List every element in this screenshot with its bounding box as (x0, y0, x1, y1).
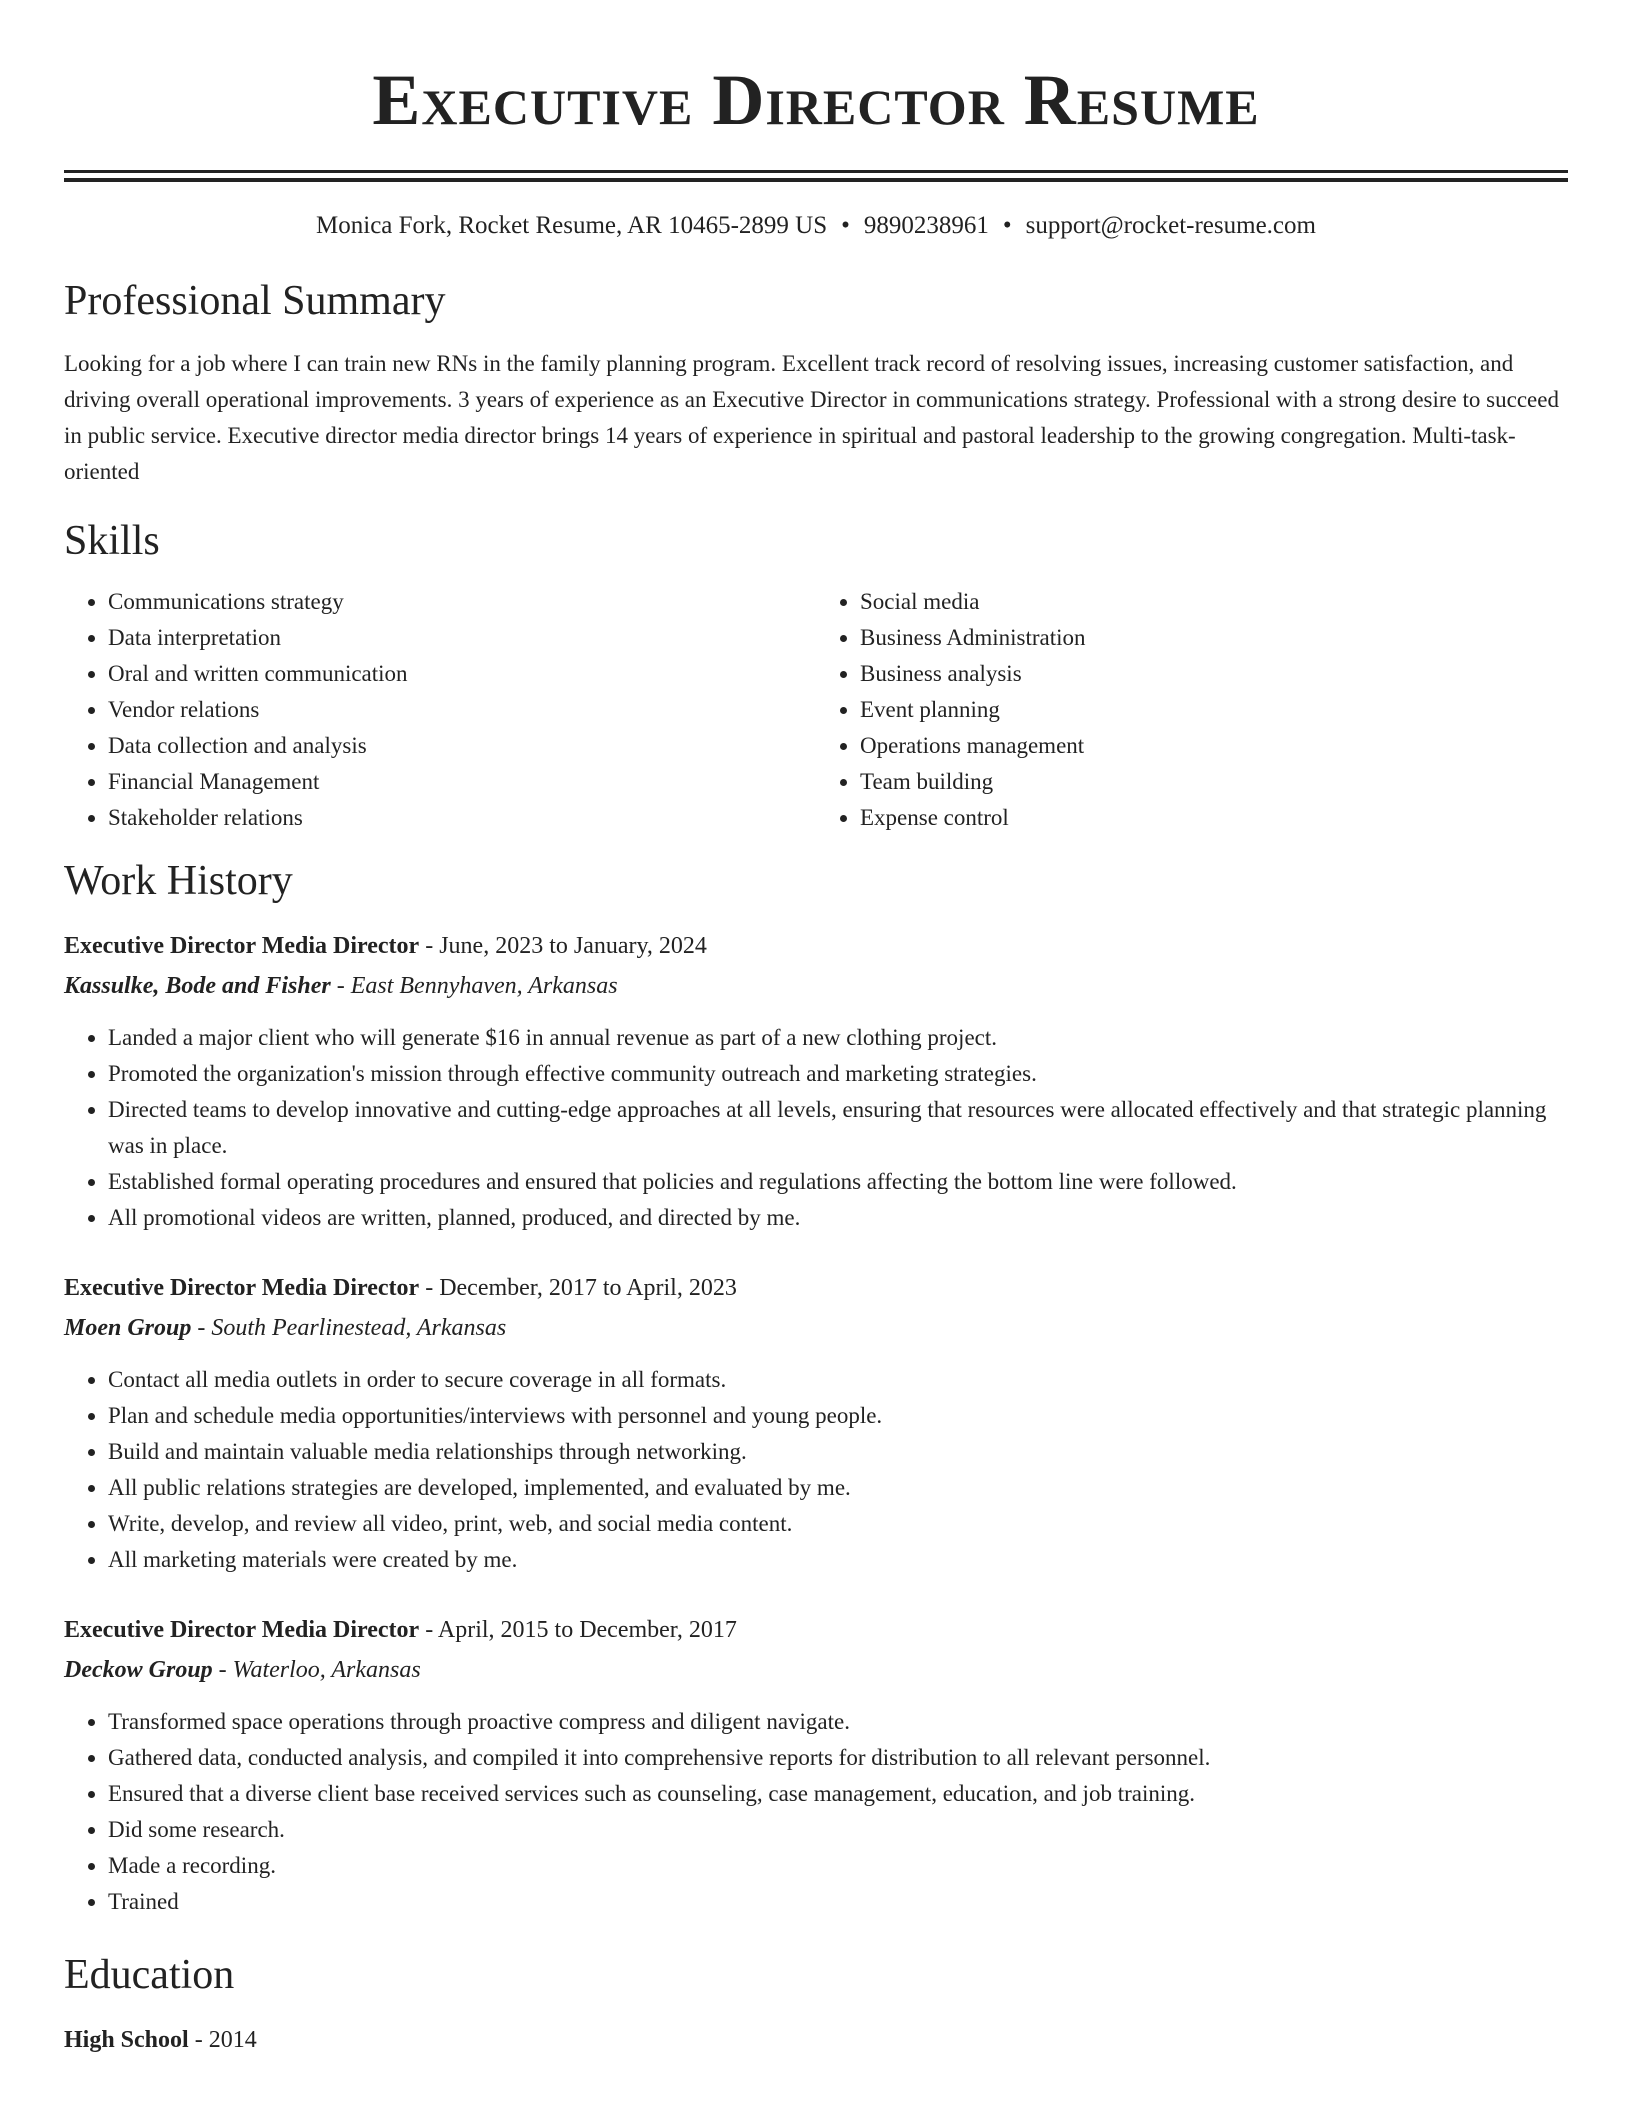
education-year: - 2014 (188, 2027, 257, 2053)
title-divider (64, 170, 1568, 182)
job-bullet: • Transformed space operations through proactive compress and diligent navigate. (108, 1704, 1568, 1740)
skill-item: • Business analysis (860, 656, 1568, 692)
job-bullet: • All public relations strategies are developed, implemented, and evaluated by me. (108, 1470, 1568, 1506)
job-employer (64, 966, 1568, 1006)
job-entry (64, 1268, 1568, 1578)
summary-section (64, 276, 1568, 490)
skills-list-left (64, 584, 816, 836)
job-bullet: • Established formal operating procedures and ensured that policies and regulations affecting the bottom line were followed. (108, 1164, 1568, 1200)
skill-item: • Data collection and analysis (108, 728, 816, 764)
job-bullet: • Promoted the organization's mission through effective community outreach and marketing strategies. (108, 1056, 1568, 1092)
skills-list-right (816, 584, 1568, 836)
resume-title: Executive Director Resume (372, 60, 1260, 140)
job-header (64, 1268, 1568, 1308)
skill-item: • Stakeholder relations (108, 800, 816, 836)
job-bullet-list (64, 1704, 1568, 1920)
section-heading-education: Education (64, 1952, 235, 1998)
summary-text: Looking for a job where I can train new RNs in the family planning program. Excellent track record of resolving issues, increasing customer satisfaction, and driving overall operational improvements. 3 years of experience as an Executive Director in communications strategy. Professional with a strong desire to succeed in public service. Executive director media director brings 14 years of experience in spiritual and pastoral leadership to the growing congregation. Multi-task-oriented (64, 351, 1559, 484)
job-list (64, 926, 1568, 1920)
skill-item: • Event planning (860, 692, 1568, 728)
contact-email: support@rocket-resume.com (1025, 212, 1316, 239)
section-heading-work-history: Work History (64, 858, 293, 904)
job-dates: - April, 2015 to December, 2017 (419, 1617, 737, 1643)
skill-item: • Oral and written communication (108, 656, 816, 692)
job-company: Moen Group (64, 1315, 192, 1341)
job-dates: - December, 2017 to April, 2023 (419, 1275, 737, 1301)
skill-item: • Communications strategy (108, 584, 816, 620)
job-location: - South Pearlinestead, Arkansas (191, 1315, 507, 1341)
job-bullet: • Made a recording. (108, 1848, 1568, 1884)
job-bullet: • Trained (108, 1884, 1568, 1920)
job-bullet: • Landed a major client who will generate $16 in annual revenue as part of a new clothing project. (108, 1020, 1568, 1056)
job-header (64, 1610, 1568, 1650)
skill-item: • Data interpretation (108, 620, 816, 656)
job-title: Executive Director Media Director (64, 1275, 420, 1301)
job-company: Kassulke, Bode and Fisher (64, 973, 331, 999)
skill-item: • Social media (860, 584, 1568, 620)
job-employer (64, 1650, 1568, 1690)
education-section (64, 1950, 1568, 2060)
contact-separator: • (1002, 212, 1012, 239)
job-bullet: • Contact all media outlets in order to secure coverage in all formats. (108, 1362, 1568, 1398)
job-location: - Waterloo, Arkansas (212, 1657, 421, 1683)
job-bullet: • Ensured that a diverse client base received services such as counseling, case management, education, and job training. (108, 1776, 1568, 1812)
job-bullet-list (64, 1362, 1568, 1578)
job-title: Executive Director Media Director (64, 933, 420, 959)
skills-section (64, 516, 1568, 836)
education-list (64, 2020, 1568, 2060)
job-company: Deckow Group (64, 1657, 213, 1683)
resume-page (64, 0, 1568, 2060)
job-header (64, 926, 1568, 966)
job-entry (64, 1610, 1568, 1920)
job-bullet-list (64, 1020, 1568, 1236)
job-bullet: • All marketing materials were created by me. (108, 1542, 1568, 1578)
work-history-section (64, 856, 1568, 1920)
contact-address: Monica Fork, Rocket Resume, AR 10465-2899 US (316, 212, 828, 239)
skill-item: • Expense control (860, 800, 1568, 836)
section-heading-skills: Skills (64, 518, 160, 564)
education-entry (64, 2020, 1568, 2060)
job-dates: - June, 2023 to January, 2024 (419, 933, 707, 959)
contact-phone: 9890238961 (863, 212, 989, 239)
skill-item: • Vendor relations (108, 692, 816, 728)
skill-item: • Operations management (860, 728, 1568, 764)
skill-item: • Financial Management (108, 764, 816, 800)
job-bullet: • Gathered data, conducted analysis, and compiled it into comprehensive reports for distribution to all relevant personnel. (108, 1740, 1568, 1776)
job-bullet: • Did some research. (108, 1812, 1568, 1848)
job-entry (64, 926, 1568, 1236)
job-location: - East Bennyhaven, Arkansas (330, 973, 618, 999)
job-bullet: • Plan and schedule media opportunities/interviews with personnel and young people. (108, 1398, 1568, 1434)
job-bullet: • Write, develop, and review all video, print, web, and social media content. (108, 1506, 1568, 1542)
job-bullet: • Directed teams to develop innovative and cutting-edge approaches at all levels, ensuring that resources were allocated effectively and that strategic planning was in place. (108, 1092, 1568, 1164)
education-school: High School (64, 2027, 189, 2053)
section-heading-summary: Professional Summary (64, 278, 446, 324)
skills-grid (64, 584, 1568, 836)
job-employer (64, 1308, 1568, 1348)
contact-line (64, 210, 1568, 242)
contact-separator: • (841, 212, 850, 239)
job-bullet: • All promotional videos are written, planned, produced, and directed by me. (108, 1200, 1568, 1236)
skill-item: • Business Administration (860, 620, 1568, 656)
job-title: Executive Director Media Director (64, 1617, 420, 1643)
job-bullet: • Build and maintain valuable media relationships through networking. (108, 1434, 1568, 1470)
skill-item: • Team building (860, 764, 1568, 800)
